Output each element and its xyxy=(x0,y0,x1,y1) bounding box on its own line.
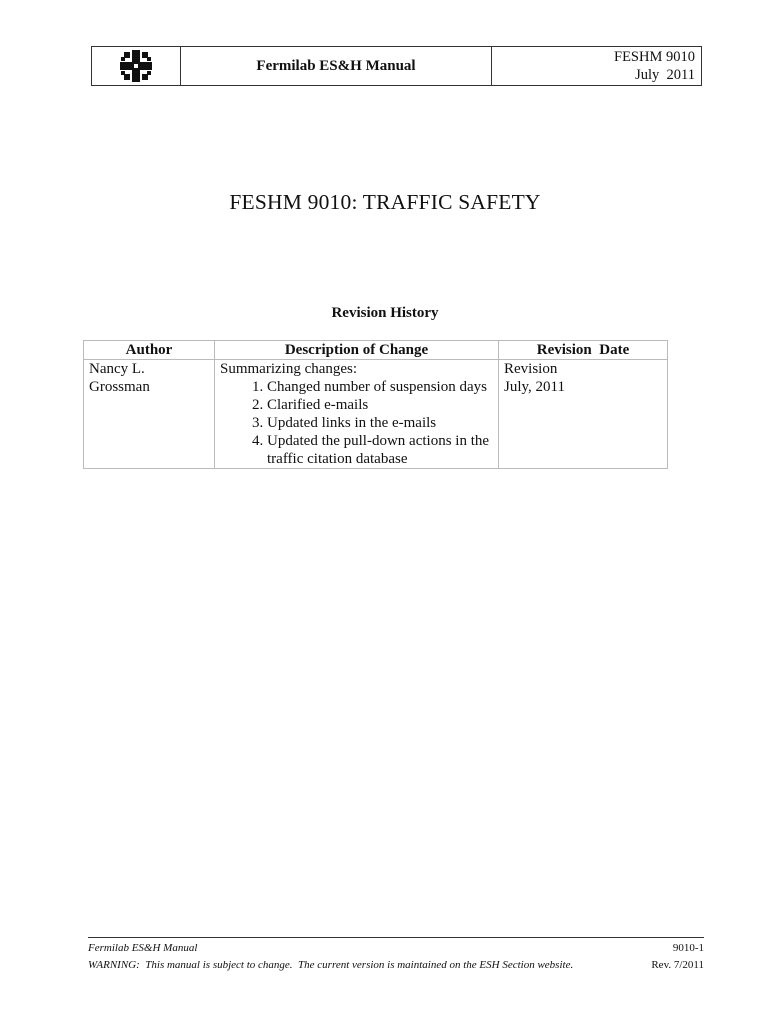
description-cell xyxy=(215,360,499,469)
column-header-revision-date: Revision Date xyxy=(499,341,668,360)
revision-date-cell xyxy=(499,360,668,469)
revision-line1: Revision xyxy=(504,361,558,377)
revision-history-heading: Revision History xyxy=(331,305,439,321)
fermilab-logo-icon xyxy=(118,48,154,84)
header-logo-cell xyxy=(92,47,181,85)
footer-page-number: 9010-1 xyxy=(672,942,704,954)
column-header-description: Description of Change xyxy=(215,341,499,360)
header-manual-title: Fermilab ES&H Manual xyxy=(181,47,492,85)
summary-intro: Summarizing changes: xyxy=(220,361,358,377)
changes-list xyxy=(220,378,493,468)
column-header-author: Author xyxy=(84,341,215,360)
author-name-line2: Grossman xyxy=(89,379,150,395)
footer-warning: WARNING: This manual is subject to change. The current version is maintained on the ESH Section website. xyxy=(88,959,574,971)
author-cell xyxy=(84,360,215,469)
revision-history-table xyxy=(83,340,668,469)
list-item: 3. Updated links in the e-mails xyxy=(267,414,493,432)
revision-line2: July, 2011 xyxy=(504,379,565,395)
document-header xyxy=(91,46,702,86)
footer-manual-name: Fermilab ES&H Manual xyxy=(88,942,198,954)
header-doc-number: FESHM 9010 xyxy=(614,49,695,65)
author-name-line1: Nancy L. xyxy=(89,361,145,377)
list-item: 1. Changed number of suspension days xyxy=(267,378,493,396)
footer-right xyxy=(651,940,704,974)
list-item: 2. Clarified e-mails xyxy=(267,396,493,414)
table-row xyxy=(84,360,668,469)
document-title: FESHM 9010: TRAFFIC SAFETY xyxy=(229,190,541,214)
table-header-row xyxy=(84,341,668,360)
header-doc-date: July 2011 xyxy=(635,67,695,83)
header-doc-info xyxy=(492,47,701,85)
footer-revision: Rev. 7/2011 xyxy=(651,959,704,971)
footer-left xyxy=(88,940,573,974)
list-item: 4. Updated the pull-down actions in the traffic citation database xyxy=(267,432,493,468)
footer-divider xyxy=(88,937,704,938)
